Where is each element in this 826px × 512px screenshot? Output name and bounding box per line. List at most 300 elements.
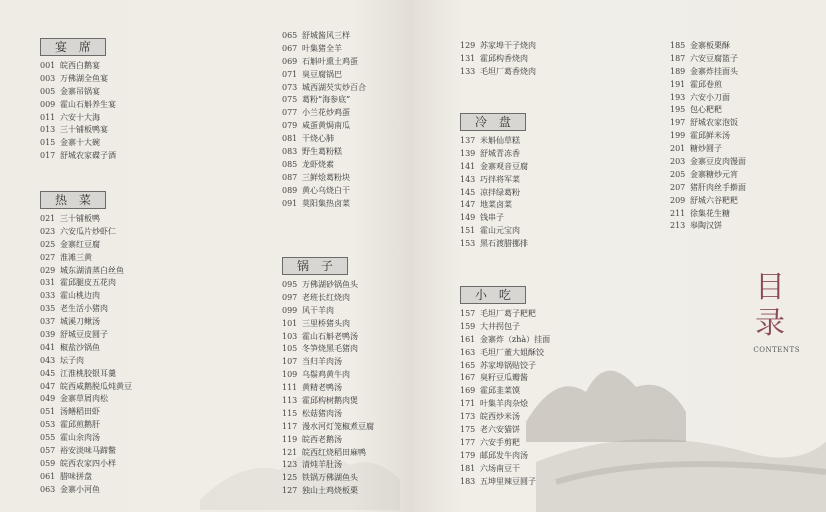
page-number: 015 [40, 138, 56, 148]
menu-item [460, 308, 550, 321]
page-number: 051 [40, 407, 56, 417]
dish-name: 霍山桃边肉 [60, 291, 100, 301]
menu-item [460, 66, 536, 79]
menu-item [670, 66, 746, 79]
dish-name: 皖西红烧稻田麻鸭 [302, 447, 366, 457]
menu-item [282, 69, 366, 82]
dish-name: 叶集羊肉杂烩 [480, 399, 528, 409]
page-number: 043 [40, 355, 56, 365]
menu-item [460, 424, 550, 437]
page-number: 195 [670, 105, 686, 115]
menu-item [460, 398, 550, 411]
page-number: 171 [460, 399, 476, 409]
dish-name: 老六安猫饼 [480, 425, 520, 435]
page-number: 121 [282, 447, 298, 457]
menu-item [282, 172, 366, 185]
page-number: 143 [460, 174, 476, 184]
menu-item [40, 213, 132, 226]
dish-name: 霍邱鲜米汤 [690, 131, 730, 141]
menu-item [460, 174, 528, 187]
section-cold [460, 111, 528, 251]
menu-item [670, 79, 746, 92]
page-number: 023 [40, 226, 56, 236]
menu-item [670, 156, 746, 169]
page-number: 137 [460, 136, 476, 145]
section-pot [282, 255, 374, 498]
section-snack [460, 284, 550, 488]
dish-name: 金寨红豆腐 [60, 239, 100, 249]
dish-name: 江淮桃胶银耳羹 [60, 368, 116, 378]
dish-name: 黄心乌烧白干 [302, 185, 350, 195]
menu-item [460, 238, 528, 251]
page-number: 159 [460, 321, 476, 331]
menu-item [460, 463, 550, 476]
section-heading-pot: 锅 子 [282, 257, 348, 275]
dish-name: 三里桥猪头肉 [302, 318, 350, 328]
page-number: 207 [670, 182, 686, 192]
section-heading-snack: 小 吃 [460, 286, 526, 304]
page-number: 141 [460, 161, 476, 171]
menu-item [282, 408, 374, 421]
page-number: 067 [282, 43, 298, 53]
menu-item [460, 372, 550, 385]
page-number: 001 [40, 61, 56, 70]
page-number: 201 [670, 144, 686, 154]
dish-name: 金寨糖炒元宵 [690, 169, 738, 179]
page-number: 161 [460, 334, 476, 344]
page-number: 129 [460, 41, 476, 50]
dish-name: 汤鳝稻田虾 [60, 407, 100, 417]
dish-name: 霍邱构树鹅肉煲 [302, 396, 358, 406]
menu-item [670, 53, 746, 66]
dish-name: 金寨草屑肉松 [60, 394, 108, 404]
dish-name: 钱串子 [480, 213, 504, 223]
menu-item [282, 133, 366, 146]
page-number: 203 [670, 157, 686, 167]
dish-name: 淮滩三黄 [60, 252, 92, 262]
dish-name: 舒城豆皮圆子 [60, 330, 108, 340]
page-number: 187 [670, 53, 686, 63]
page-number: 205 [670, 169, 686, 179]
page-number: 077 [282, 108, 298, 118]
dish-name: 皖西咸鹅脱瓜炖黄豆 [60, 381, 132, 391]
menu-item [670, 104, 746, 117]
page-number: 123 [282, 460, 298, 470]
menu-item [282, 369, 374, 382]
page-number: 003 [40, 73, 56, 83]
menu-item [282, 356, 374, 369]
dish-name: 龙虾烧素 [302, 159, 334, 169]
dish-name: 皖西农家四小样 [60, 458, 116, 468]
section-heading-cold: 冷 盘 [460, 113, 526, 131]
dish-name: 皖西老鹅汤 [302, 434, 342, 444]
dish-name: 毛坦厂葛香烧肉 [480, 66, 536, 76]
page-number: 009 [40, 99, 56, 109]
dish-name: 金寨豆皮肉馒面 [690, 157, 746, 167]
page-number: 085 [282, 159, 298, 169]
section-hot [40, 189, 132, 497]
page-number: 059 [40, 458, 56, 468]
dish-name: 腊味拼盘 [60, 471, 92, 481]
dish-name: 冬笋烧黑毛猪肉 [302, 344, 358, 354]
page-number: 181 [460, 463, 476, 473]
page-number: 095 [282, 280, 298, 289]
menu-item [282, 185, 366, 198]
menu-item [460, 476, 550, 489]
page-number: 055 [40, 433, 56, 443]
snack-list [460, 308, 550, 488]
dish-name: 金寨炸（zhà）挂面 [480, 334, 551, 344]
dish-name: 舒城农家泡饭 [690, 118, 738, 128]
menu-item [460, 161, 528, 174]
page-number: 119 [282, 434, 298, 444]
menu-item [282, 331, 374, 344]
menu-item [282, 343, 374, 356]
menu-item [670, 182, 746, 195]
page-number: 087 [282, 172, 298, 182]
menu-item [282, 421, 374, 434]
page-number: 151 [460, 226, 476, 236]
hot-list [40, 213, 132, 497]
dish-name: 霍邱腿皮五花肉 [60, 278, 116, 288]
dish-name: 六安小刀面 [690, 92, 730, 102]
menu-item [282, 472, 374, 485]
menu-item [460, 411, 550, 424]
menu-item [460, 135, 528, 148]
dish-name: 苏家埠干子烧肉 [480, 41, 536, 50]
dish-name: 霍山石斛养生宴 [60, 99, 116, 109]
page-number: 167 [460, 373, 476, 383]
page-number: 153 [460, 239, 476, 249]
page-number: 047 [40, 381, 56, 391]
page-number: 213 [670, 221, 686, 231]
dish-name: 舒城六谷粑粑 [690, 195, 738, 205]
dish-name: 徐集花生糖 [690, 208, 730, 218]
menu-item [40, 329, 132, 342]
page-number: 147 [460, 200, 476, 210]
menu-item [40, 342, 132, 355]
page-number: 131 [460, 53, 476, 63]
dish-name: 金寨板栗酥 [690, 41, 730, 50]
page-number: 209 [670, 195, 686, 205]
page-number: 105 [282, 344, 298, 354]
dish-name: 万佛湖全鱼宴 [60, 73, 108, 83]
page-number: 075 [282, 95, 298, 105]
menu-item [460, 199, 528, 212]
dish-name: 裕安淡味马蹄鳖 [60, 446, 116, 456]
menu-item [670, 40, 746, 53]
dish-name: 松菇猪肉汤 [302, 408, 342, 418]
page-number: 117 [282, 421, 298, 431]
section-snack-continued [670, 40, 746, 233]
dish-name: 金寨吊锅宴 [60, 86, 100, 96]
menu-item [282, 198, 366, 211]
dish-name: 霍邱韭菜馍 [480, 386, 520, 396]
menu-item [40, 458, 132, 471]
dish-name: 漫水河灯笼椒煮豆腐 [302, 421, 374, 431]
menu-item [40, 471, 132, 484]
page-number: 177 [460, 437, 476, 447]
page-number: 127 [282, 486, 298, 496]
menu-item [40, 137, 116, 150]
dish-name: 老生活小猪肉 [60, 304, 108, 314]
menu-item [282, 434, 374, 447]
menu-item [282, 43, 366, 56]
page-number: 191 [670, 79, 686, 89]
page-number: 179 [460, 450, 476, 460]
dish-name: 臭豆腐锅巴 [302, 69, 342, 79]
dish-name: 猪肝肉丝手擀面 [690, 182, 746, 192]
dish-name: 万佛湖砂锅鱼头 [302, 280, 358, 289]
page-number: 183 [460, 476, 476, 486]
menu-item [670, 208, 746, 221]
page-number: 109 [282, 370, 298, 380]
menu-item [460, 334, 550, 347]
page-number: 049 [40, 394, 56, 404]
page-number: 063 [40, 484, 56, 494]
menu-item [40, 265, 132, 278]
menu-item [40, 112, 116, 125]
section-hot-continued [282, 30, 366, 210]
menu-item [282, 305, 374, 318]
menu-item [460, 148, 528, 161]
menu-item [40, 277, 132, 290]
page-number: 021 [40, 214, 56, 223]
dish-name: 舒城农家碟子酒 [60, 151, 116, 161]
page-number: 149 [460, 213, 476, 223]
pot-list [282, 279, 374, 498]
page-number: 211 [670, 208, 686, 218]
menu-item [282, 146, 366, 159]
dish-name: 椒盐沙锅鱼 [60, 342, 100, 352]
menu-item [40, 124, 116, 137]
page-number: 115 [282, 408, 298, 418]
page-number: 157 [460, 309, 476, 318]
page-number: 173 [460, 412, 476, 422]
page-number: 069 [282, 56, 298, 66]
contents-subtitle: CONTENTS [753, 346, 800, 354]
dish-name: 六安瓜片炒虾仁 [60, 226, 116, 236]
page-number: 145 [460, 187, 476, 197]
menu-item [282, 120, 366, 133]
menu-item [282, 107, 366, 120]
dish-name: 邮邱发牛肉汤 [480, 450, 528, 460]
page-number: 033 [40, 291, 56, 301]
dish-name: 金寨观音豆腐 [480, 161, 528, 171]
menu-item [40, 60, 116, 73]
page-number: 045 [40, 368, 56, 378]
menu-item [460, 347, 550, 360]
menu-item [460, 40, 536, 53]
page-number: 039 [40, 330, 56, 340]
page-number: 037 [40, 317, 56, 327]
page-number: 071 [282, 69, 298, 79]
menu-item [40, 150, 116, 163]
menu-item [282, 318, 374, 331]
dish-name: 皖西白鹅宴 [60, 61, 100, 70]
menu-item [670, 220, 746, 233]
page-number: 103 [282, 331, 298, 341]
dish-name: 糖炒圆子 [690, 144, 722, 154]
dish-name: 三十铺板鸭 [60, 214, 100, 223]
page-number: 133 [460, 66, 476, 76]
menu-item [40, 99, 116, 112]
dish-name: 城西湖芡实炒百合 [302, 82, 366, 92]
menu-item [460, 360, 550, 373]
dish-name: 叶集猪全羊 [302, 43, 342, 53]
dish-name: 咸蛋黄焗南瓜 [302, 121, 350, 131]
menu-item [282, 30, 366, 43]
page-number: 175 [460, 425, 476, 435]
menu-item [282, 485, 374, 498]
menu-item [40, 406, 132, 419]
page-number: 125 [282, 473, 298, 483]
section-heading-hot: 热 菜 [40, 191, 106, 209]
menu-item [282, 459, 374, 472]
dish-name: 霍邱卷煎 [690, 79, 722, 89]
menu-item [460, 53, 536, 66]
dish-name: 老班长红烧肉 [302, 292, 350, 302]
page-number: 057 [40, 446, 56, 456]
page-number: 101 [282, 318, 298, 328]
page-number: 099 [282, 305, 298, 315]
dish-name: 金寨小河鱼 [60, 484, 100, 494]
dish-name: 霍山石斛老鸭汤 [302, 331, 358, 341]
dish-name: 霍邱煎鹅肝 [60, 420, 100, 430]
menu-item [670, 143, 746, 156]
page-number: 193 [670, 92, 686, 102]
page-number: 005 [40, 86, 56, 96]
menu-item [40, 226, 132, 239]
dish-name: 包心粑粑 [690, 105, 722, 115]
cold-list [460, 135, 528, 251]
dish-name: 米斛仙草糕 [480, 136, 520, 145]
menu-item [460, 187, 528, 200]
page-number: 029 [40, 265, 56, 275]
dish-name: 大井拐包子 [480, 321, 520, 331]
dish-name: 凉拌绿葛粉 [480, 187, 520, 197]
dish-name: 巧拌将军菜 [480, 174, 520, 184]
page-number: 083 [282, 147, 298, 157]
page-number: 097 [282, 292, 298, 302]
dish-name: 金寨十大碗 [60, 138, 100, 148]
menu-item [460, 321, 550, 334]
page-number: 091 [282, 198, 298, 208]
page-number: 169 [460, 386, 476, 396]
menu-item [40, 303, 132, 316]
menu-item [670, 195, 746, 208]
page-number: 041 [40, 342, 56, 352]
dish-name: 乌鬃鸡黄牛肉 [302, 370, 350, 380]
banquet-list [40, 60, 116, 163]
menu-item [670, 117, 746, 130]
section-banquet [40, 36, 116, 163]
section-pot-continued [460, 40, 536, 79]
dish-name: 霍山元宝肉 [480, 226, 520, 236]
dish-name: 石斛叶熏土鸡蛋 [302, 56, 358, 66]
menu-item [40, 419, 132, 432]
dish-name: 三十铺板鸭宴 [60, 125, 108, 135]
dish-name: 皖西炒米汤 [480, 412, 520, 422]
dish-name: 毛坦厂董大姐酥饺 [480, 347, 544, 357]
page-number: 185 [670, 41, 686, 50]
page-number: 079 [282, 121, 298, 131]
dish-name: 三鲜烩葛粉块 [302, 172, 350, 182]
page-number: 073 [282, 82, 298, 92]
menu-item [670, 169, 746, 182]
page-number: 107 [282, 357, 298, 367]
menu-item [40, 239, 132, 252]
page-number: 113 [282, 396, 298, 406]
dish-name: 黄精老鸭汤 [302, 383, 342, 393]
dish-name: 霍邱构香烧肉 [480, 53, 528, 63]
menu-item [40, 316, 132, 329]
dish-name: 黑石渡腊挪排 [480, 239, 528, 249]
page-number: 053 [40, 420, 56, 430]
menu-item [40, 290, 132, 303]
menu-item [282, 159, 366, 172]
menu-item [40, 73, 116, 86]
pot-continued-list [460, 40, 536, 79]
dish-name: 独山土鸡烧板栗 [302, 486, 358, 496]
dish-name: 六安豆腐篮子 [690, 53, 738, 63]
dish-name: 风干羊肉 [302, 305, 334, 315]
hot-continued-list [282, 30, 366, 210]
dish-name: 六安十大海 [60, 112, 100, 122]
menu-item [282, 94, 366, 107]
menu-item [40, 381, 132, 394]
page-number: 089 [282, 185, 298, 195]
dish-name: 六安手剪粑 [480, 437, 520, 447]
dish-name: 地菜卤菜 [480, 200, 512, 210]
dish-name: 城溪刀鳅汤 [60, 317, 100, 327]
menu-item [40, 484, 132, 497]
page-number: 199 [670, 131, 686, 141]
menu-item [40, 432, 132, 445]
dish-name: 野生葛粉糕 [302, 147, 342, 157]
menu-item [282, 292, 374, 305]
dish-name: 皋陶汉饼 [690, 221, 722, 231]
menu-item [40, 393, 132, 406]
page-number: 163 [460, 347, 476, 357]
menu-item [40, 252, 132, 265]
page-number: 035 [40, 304, 56, 314]
page-number: 197 [670, 118, 686, 128]
menu-item [40, 368, 132, 381]
menu-item [282, 56, 366, 69]
page-number: 017 [40, 151, 56, 161]
page-number: 061 [40, 471, 56, 481]
dish-name: 坛子肉 [60, 355, 84, 365]
dish-name: 舒城酱风三样 [302, 31, 350, 40]
page-number: 111 [282, 383, 298, 393]
dish-name: 舒城青冻香 [480, 148, 520, 158]
contents-title: 目录 [755, 270, 785, 341]
dish-name: 当归羊肉汤 [302, 357, 342, 367]
menu-item [670, 130, 746, 143]
dish-name: 莫阳集热卤菜 [302, 198, 350, 208]
page-number: 189 [670, 66, 686, 76]
section-heading-banquet: 宴 席 [40, 38, 106, 56]
menu-item [40, 355, 132, 368]
dish-name: 五坤里辣豆圆子 [480, 476, 536, 486]
menu-item [670, 92, 746, 105]
menu-item [460, 437, 550, 450]
menu-item [460, 225, 528, 238]
menu-item [282, 279, 374, 292]
page-number: 165 [460, 360, 476, 370]
menu-item [282, 395, 374, 408]
